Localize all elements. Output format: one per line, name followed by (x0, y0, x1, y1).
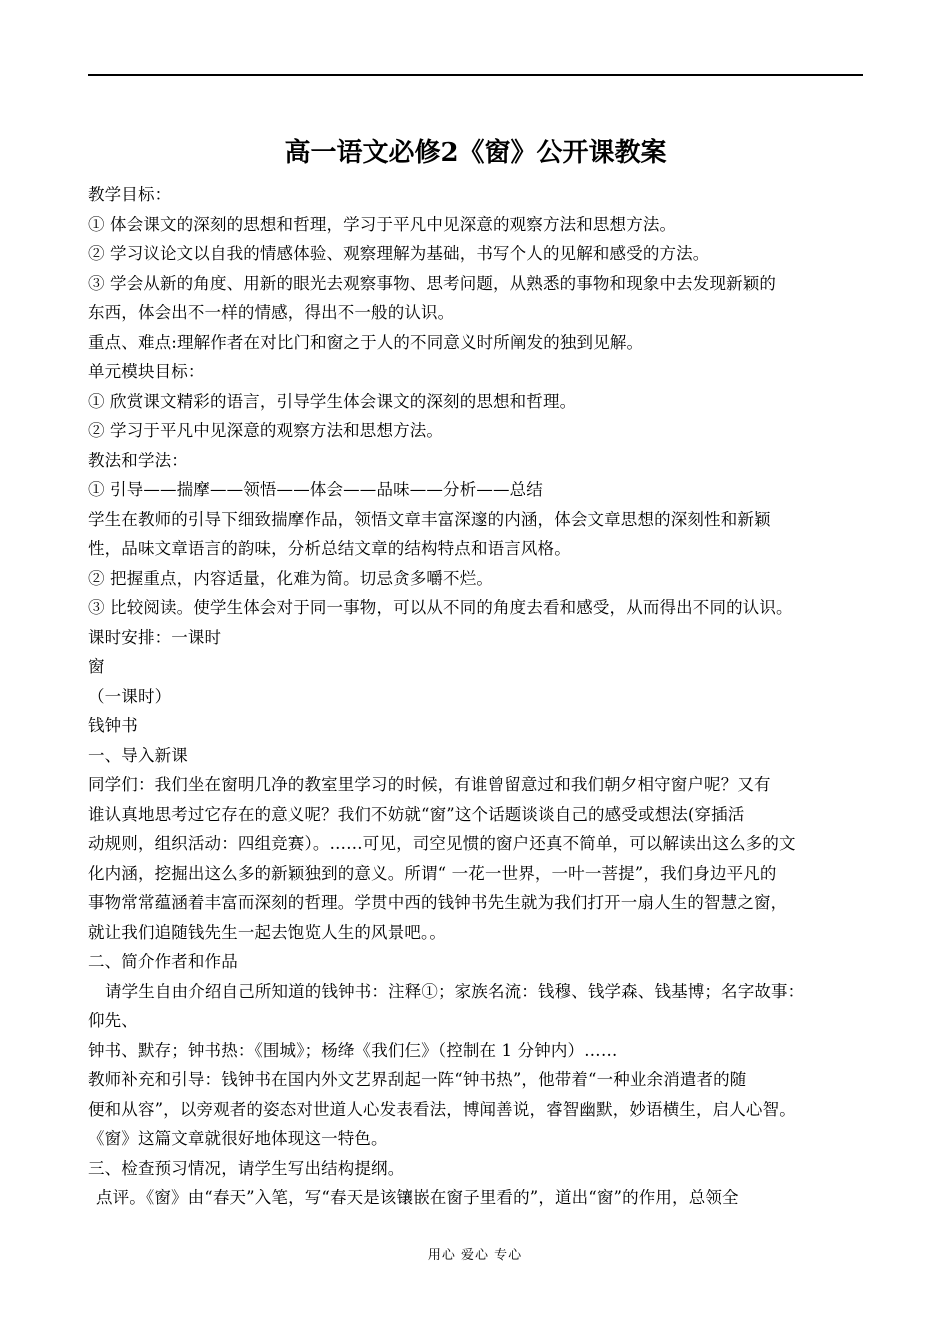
text-line: 动规则，组织活动：四组竞赛）。……可见，司空见惯的窗户还真不简单，可以解读出这么多的文 (88, 834, 796, 853)
text-line: 单元模块目标： (88, 362, 205, 381)
header-rule (88, 74, 863, 76)
text-line: ③ 学会从新的角度、用新的眼光去观察事物、思考问题，从熟悉的事物和现象中去发现新颖的 (88, 273, 777, 293)
text-line: ② 学习于平凡中见深意的观察方法和思想方法。 (88, 421, 444, 440)
text-line: 东西，体会出不一样的情感，得出不一般的认识。 (88, 303, 455, 322)
text-line: 点评。《窗》由“春天”入笔，写“春天是该镶嵌在窗子里看的”，道出“窗”的作用，总领全 (96, 1188, 739, 1207)
text-line: 化内涵，挖掘出这么多的新颖独到的意义。所谓“ 一花一世界，一叶一菩提”，我们身边平凡的 (88, 863, 777, 883)
text-line: 学生在教师的引导下细致揣摩作品，领悟文章丰富深邃的内涵，体会文章思想的深刻性和新颖 (88, 509, 771, 529)
text-line: 便和从容”，以旁观者的姿态对世道人心发表看法，博闻善说，睿智幽默，妙语横生，启人心智。 (88, 1099, 796, 1119)
text-line: 课时安排：一课时 (88, 627, 222, 647)
text-line: ① 欣赏课文精彩的语言，引导学生体会课文的深刻的思想和哲理。 (88, 391, 577, 411)
text-line: （一课时） (88, 686, 172, 706)
text-line: 请学生自由介绍自己所知道的钱钟书：注释①；家族名流：钱穆、钱学森、钱基博；名字故事： (105, 981, 805, 1001)
text-line: 二、简介作者和作品 (88, 952, 238, 971)
text-line: 性，品味文章语言的韵味，分析总结文章的结构特点和语言风格。 (88, 539, 571, 558)
text-line: ③ 比较阅读。使学生体会对于同一事物，可以从不同的角度去看和感受，从而得出不同的认识。 (88, 598, 793, 617)
text-line: 谁认真地思考过它存在的意义呢？我们不妨就“窗”这个话题谈谈自己的感受或想法(穿插活 (88, 804, 745, 824)
text-line: 教学目标： (88, 185, 172, 204)
text-line: 三、检查预习情况，请学生写出结构提纲。 (88, 1158, 405, 1178)
text-line: ② 把握重点，内容适量，化难为简。切忌贪多嚼不烂。 (88, 568, 493, 588)
text-line: 就让我们追随钱先生一起去饱览人生的风景吧。。 (88, 922, 447, 942)
text-line: 窗 (88, 657, 105, 676)
text-line: ② 学习议论文以自我的情感体验、观察理解为基础，书写个人的见解和感受的方法。 (88, 244, 710, 263)
text-line: 钟书、默存；钟书热：《围城》；杨绛《我们仨》（控制在 1 分钟内）…… (88, 1040, 618, 1060)
text-line: 教师补充和引导：钱钟书在国内外文艺界刮起一阵“钟书热”，他带着“一种业余消遣者的随 (88, 1070, 747, 1089)
text-line: ① 体会课文的深刻的思想和哲理，学习于平凡中见深意的观察方法和思想方法。 (88, 214, 677, 234)
document-body (88, 180, 866, 1213)
text-line: 事物常常蕴涵着丰富而深刻的哲理。学贯中西的钱钟书先生就为我们打开一扇人生的智慧之窗， (88, 893, 788, 912)
text-line: ① 引导——揣摩——领悟——体会——品味——分析——总结 (88, 480, 543, 499)
text-line: 重点、难点:理解作者在对比门和窗之于人的不同意义时所阐发的独到见解。 (88, 332, 644, 352)
document-title: 高一语文必修2《窗》公开课教案 (284, 138, 667, 168)
page-footer: 用心 爱心 专心 (427, 1248, 523, 1263)
text-line: 仰先、 (88, 1011, 138, 1030)
text-line: 同学们：我们坐在窗明几净的教室里学习的时候，有谁曾留意过和我们朝夕相守窗户呢？又有 (88, 775, 771, 794)
text-line: 《窗》这篇文章就很好地体现这一特色。 (88, 1129, 388, 1148)
text-line: 一、导入新课 (88, 745, 188, 765)
text-line: 教法和学法： (88, 450, 188, 470)
text-line: 钱钟书 (88, 716, 138, 735)
